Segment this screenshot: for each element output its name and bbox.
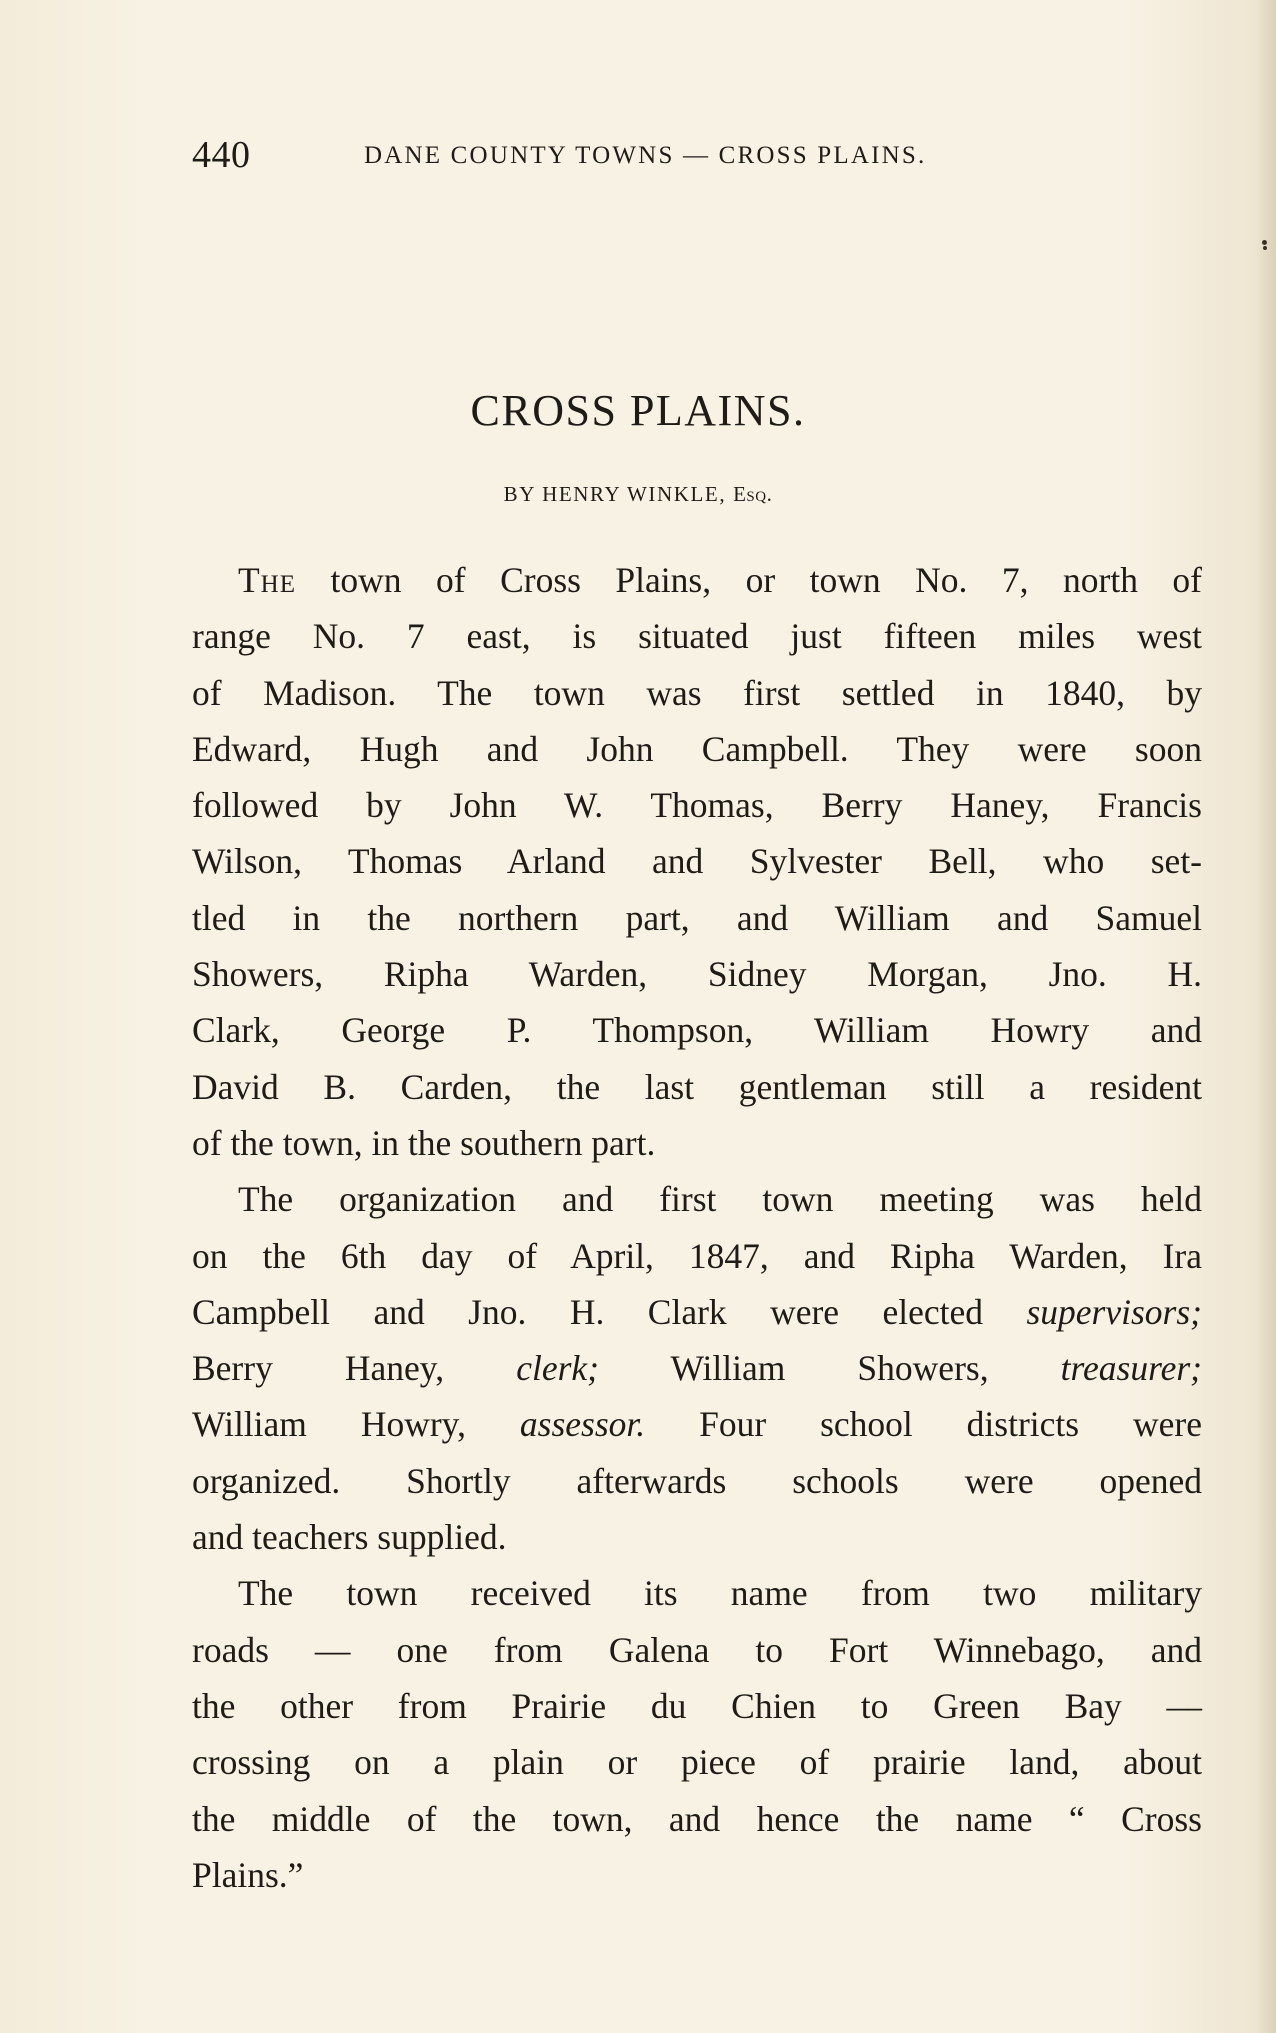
page-number: 440 bbox=[192, 134, 251, 176]
text-span: Campbell and Jno. H. Clark were elected bbox=[192, 1291, 1027, 1332]
paragraph-3-line-5: the middle of the town, and hence the name “ Cross bbox=[192, 1798, 1202, 1839]
byline-title: Esq. bbox=[733, 482, 773, 506]
paragraph-3-line-3: the other from Prairie du Chien to Green Bay — bbox=[192, 1685, 1202, 1726]
text-span: Berry Haney, bbox=[192, 1348, 517, 1389]
paragraph-2-line-4 bbox=[192, 1340, 1202, 1396]
ink-speck bbox=[1263, 246, 1267, 250]
paragraph-3-line-2: roads — one from Galena to Fort Winnebago, and bbox=[192, 1629, 1202, 1670]
paragraph-2-line-6: organized. Shortly afterwards schools were opened bbox=[192, 1460, 1202, 1501]
italic-office: clerk; bbox=[516, 1348, 599, 1389]
paragraph-2-line-5 bbox=[192, 1396, 1202, 1452]
text-span: William Showers, bbox=[599, 1348, 1061, 1389]
paragraph-3-line-1: The town received its name from two military bbox=[238, 1573, 1202, 1614]
byline-author: BY HENRY WINKLE, bbox=[503, 482, 734, 506]
lead-word: The bbox=[238, 560, 297, 600]
paragraph-1-line-1 bbox=[192, 552, 1202, 608]
paragraph-1-line-9: Clark, George P. Thompson, William Howry and bbox=[192, 1010, 1202, 1051]
body-text bbox=[192, 552, 1202, 1903]
italic-office: treasurer; bbox=[1060, 1348, 1202, 1389]
paragraph-1-line-8: Showers, Ripha Warden, Sidney Morgan, Jno. H. bbox=[192, 954, 1202, 995]
paragraph-2-line-1: The organization and first town meeting was held bbox=[238, 1179, 1202, 1220]
paragraph-3-line-4: crossing on a plain or piece of prairie land, about bbox=[192, 1742, 1202, 1783]
paragraph-1-line-5: followed by John W. Thomas, Berry Haney, Francis bbox=[192, 785, 1202, 826]
page-edge-shadow bbox=[1254, 0, 1276, 2033]
text-span: town of Cross Plains, or town No. 7, north of bbox=[330, 560, 1203, 600]
paragraph-1-line-2: range No. 7 east, is situated just fifteen miles west bbox=[192, 616, 1202, 657]
paragraph-1-line-4: Edward, Hugh and John Campbell. They were soon bbox=[192, 728, 1202, 769]
italic-office: supervisors; bbox=[1026, 1291, 1202, 1332]
paragraph-1-line-3: of Madison. The town was first settled in 1840, by bbox=[192, 672, 1202, 713]
paragraph-1-line-6: Wilson, Thomas Arland and Sylvester Bell, who set- bbox=[192, 841, 1202, 882]
running-title: DANE COUNTY TOWNS — CROSS PLAINS. bbox=[364, 142, 927, 169]
text-span: William Howry, bbox=[192, 1404, 520, 1445]
text-span: Four school districts were bbox=[645, 1404, 1202, 1445]
chapter-title: CROSS PLAINS. bbox=[470, 386, 806, 435]
paragraph-2-line-3 bbox=[192, 1284, 1202, 1340]
running-head bbox=[192, 133, 1062, 183]
ink-speck bbox=[1262, 240, 1267, 245]
byline bbox=[0, 481, 1276, 507]
paragraph-1-line-7: tled in the northern part, and William and Samuel bbox=[192, 897, 1202, 938]
paragraph-2-line-7: and teachers supplied. bbox=[192, 1517, 507, 1558]
paragraph-1-line-10: David B. Carden, the last gentleman still a resident bbox=[192, 1066, 1202, 1107]
italic-office: assessor. bbox=[519, 1404, 646, 1445]
paragraph-1-line-11: of the town, in the southern part. bbox=[192, 1122, 656, 1163]
paragraph-3-line-6: Plains.” bbox=[192, 1854, 304, 1895]
paragraph-2-line-2: on the 6th day of April, 1847, and Ripha Warden, Ira bbox=[192, 1235, 1202, 1276]
